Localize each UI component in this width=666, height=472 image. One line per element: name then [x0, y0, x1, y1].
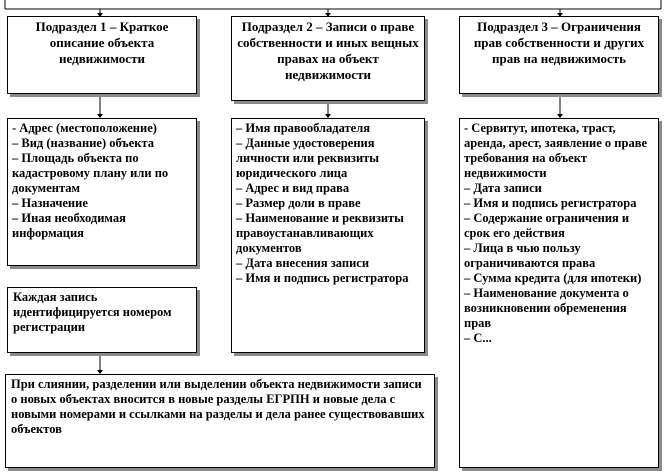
header-2-dash: – [315, 19, 323, 34]
list-item: – Иная необходимая информация [12, 211, 126, 240]
registration-number-note [7, 287, 197, 353]
list-subsection-1 [7, 118, 197, 266]
list-item: - Адрес (местоположение) [12, 121, 157, 135]
header-subsection-2 [231, 16, 425, 101]
merge-split-note [5, 374, 435, 468]
header-3-dash: – [551, 19, 558, 34]
list-item: – Вид (название) объекта [12, 136, 155, 150]
header-1-subtitle: Краткое описание объекта недвижимости [49, 19, 169, 66]
header-3-title: Подраздел 3 [477, 19, 549, 34]
list-item: – Площадь объекта по кадастровому плану или по документам [12, 151, 169, 195]
list-item: – Имя и подпись регистратора [464, 196, 637, 210]
header-subsection-1 [7, 16, 197, 94]
header-subsection-3 [459, 16, 659, 94]
list-item: – Сумма кредита (для ипотеки) [464, 271, 642, 285]
list-subsection-3 [459, 118, 659, 468]
list-item: – Наименование документа о возникновении обременения прав [464, 286, 629, 330]
list-subsection-2 [231, 118, 425, 353]
list-item: – Дата внесения записи [236, 256, 370, 270]
header-2-title: Подраздел 2 [241, 19, 313, 34]
list-item: – Наименование и реквизиты правоустанавливающих документов [236, 211, 404, 255]
list-item: – Дата записи [464, 181, 542, 195]
header-1-title: Подраздел 1 [35, 19, 107, 34]
list-item: – Данные удостоверения личности или реквизиты юридического лица [236, 136, 380, 180]
list-item: – Назначение [12, 196, 88, 210]
list-item: - Сервитут, ипотека, траст, аренда, арест, заявление о праве требования на объект недвижимости [464, 121, 648, 180]
list-item: – Адрес и вид права [236, 181, 350, 195]
list-item: – Содержание ограничения и срок его действия [464, 211, 630, 240]
list-item: – Лица в чью пользу ограничиваются права [464, 241, 596, 270]
header-2-subtitle: Записи о праве собственности и иных вещных правах на объект недвижимости [237, 19, 419, 82]
header-3-subtitle: Ограничения прав собственности и других прав на недвижимость [473, 19, 645, 66]
list-item: – С... [464, 331, 492, 345]
header-1-dash: – [109, 19, 117, 34]
registration-number-note-text: Каждая запись идентифицируется номером регистрации [13, 290, 172, 334]
merge-split-note-text: При слиянии, разделении или выделении объекта недвижимости записи о новых объектах вносится в новые разделы ЕГРПН и новые дела с новыми номерами и ссылками на разделы и дела ранее существовавших объектов [11, 377, 425, 436]
list-item: – Имя и подпись регистратора [236, 271, 409, 285]
list-item: – Имя правообладателя [236, 121, 370, 135]
list-item: – Размер доли в праве [236, 196, 361, 210]
